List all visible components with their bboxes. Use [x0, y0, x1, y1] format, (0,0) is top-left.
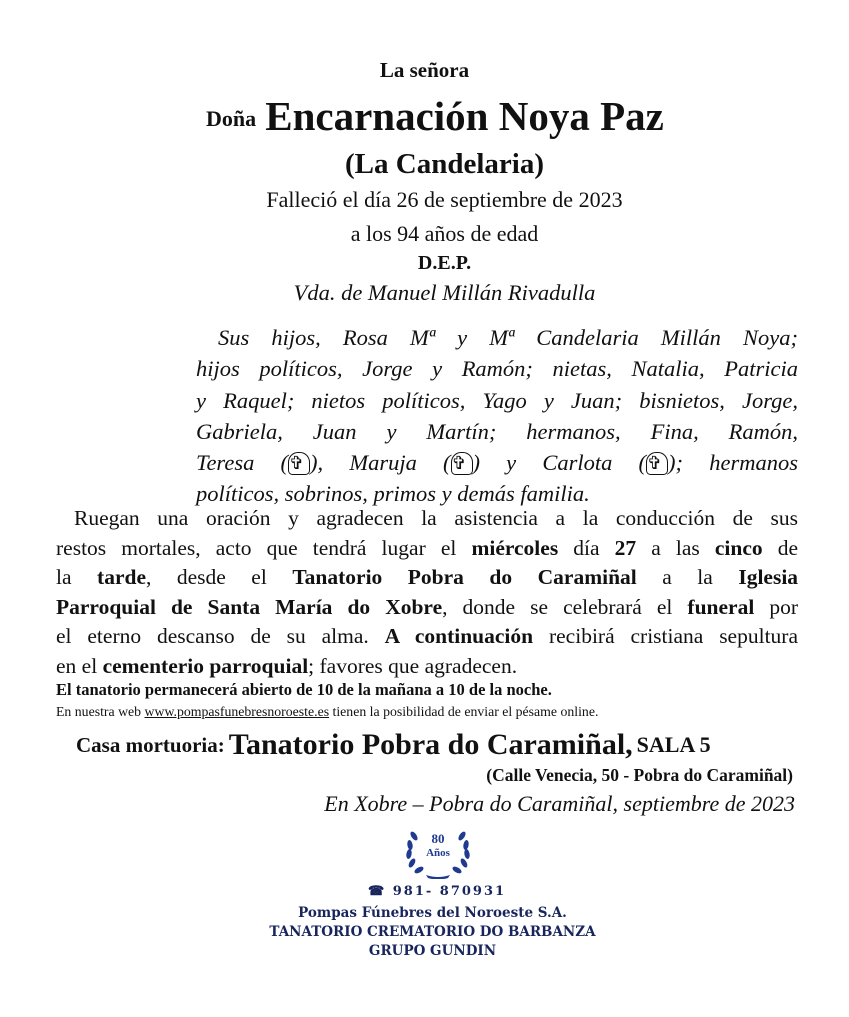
text-run: restos mortales, acto que tendrá lugar el	[56, 535, 457, 560]
continuation-word: A continuación	[384, 624, 534, 648]
venue-room: SALA 5	[636, 732, 711, 757]
text-run: de	[777, 535, 799, 560]
phone-icon: ☎	[368, 884, 387, 899]
family-line: Gabriela, Juan y Martín; hermanos, Fina, Ramón,	[196, 418, 798, 444]
phone-line	[368, 884, 506, 899]
text-run: por	[769, 594, 799, 619]
website-link[interactable]: www.pompasfunebresnoroeste.es	[144, 704, 330, 719]
funeral-period: tarde	[97, 565, 146, 589]
text-run: recibirá cristiana sepultura	[548, 624, 798, 648]
announcement-line	[56, 593, 798, 623]
company-name: Pompas Fúnebres del Noroeste S.A.	[298, 905, 567, 921]
announcement-line: Ruegan una oración y agradecen la asistencia a la conducción de sus	[74, 506, 798, 530]
sibling-teresa: Teresa	[196, 450, 255, 476]
funeral-word: funeral	[687, 594, 755, 619]
family-line: Sus hijos, Rosa Mª y Mª Candelaria Millán Noya;	[218, 325, 798, 350]
departure-place: Tanatorio Pobra do Caramiñal	[292, 565, 637, 589]
family-line: hijos políticos, Jorge y Ramón; nietas, Natalia, Patricia	[196, 356, 798, 382]
text-run: la	[56, 565, 72, 589]
cross-icon: ✞	[288, 452, 310, 475]
deceased-name: Encarnación Noya Paz	[265, 93, 664, 139]
widow-line: Vda. de Manuel Millán Rivadulla	[293, 280, 596, 305]
text-run: , desde el	[145, 565, 267, 589]
nickname: (La Candelaria)	[345, 148, 544, 180]
text-run: en el	[56, 653, 98, 678]
announcement-line	[56, 622, 798, 652]
logo-number: 80	[431, 831, 445, 846]
phone-number: 981- 870931	[392, 884, 507, 899]
text-run: a las	[651, 535, 700, 560]
funeral-time: cinco	[714, 535, 763, 560]
text-run: a la	[662, 565, 713, 589]
group-name: GRUPO GUNDIN	[368, 943, 497, 959]
venue-label: Casa mortuoria:	[76, 733, 225, 757]
deceased-title	[206, 92, 806, 140]
announcement-line	[56, 563, 798, 593]
church-name: Parroquial de Santa María do Xobre	[56, 594, 443, 619]
text-run: ; favores que agradecen.	[308, 653, 518, 678]
death-date: Falleció el día 26 de septiembre de 2023	[266, 187, 623, 212]
title-prefix: Doña	[206, 106, 257, 131]
cross-icon: ✞	[646, 452, 668, 475]
family-line: políticos, sobrinos, primos y demás familia.	[196, 481, 590, 507]
crematorium-name: TANATORIO CREMATORIO DO BARBANZA	[269, 924, 596, 940]
announcement-line	[56, 534, 798, 564]
family-line: y Raquel; nietos políticos, Yago y Juan; bisnietos, Jorge,	[196, 387, 798, 413]
funeral-day: miércoles	[471, 535, 559, 560]
in-laws-word: hermanos	[709, 450, 798, 476]
family-line: Teresa (✞ ), Maruja (✞ ) y Carlota (✞ ); hermanos	[196, 450, 798, 476]
sibling-maruja: Maruja	[349, 450, 417, 476]
rip-text: D.E.P.	[417, 252, 472, 274]
family-list	[196, 322, 798, 510]
sibling-carlota: y Carlota	[506, 450, 613, 476]
cemetery-name: cementerio parroquial	[102, 653, 309, 678]
funeral-date: 27	[614, 535, 637, 560]
place-date: En Xobre – Pobra do Caramiñal, septiembre de 2023	[324, 791, 795, 816]
funeral-announcement	[56, 504, 798, 681]
text-run: el eterno descanso de su alma.	[56, 624, 369, 648]
age-line: a los 94 años de edad	[350, 221, 539, 246]
venue-address: (Calle Venecia, 50 - Pobra do Caramiñal)	[486, 765, 793, 785]
text-run: , donde se celebrará el	[442, 594, 673, 619]
church-word: Iglesia	[738, 565, 799, 589]
announcement-line	[56, 652, 798, 682]
anniversary-logo	[400, 823, 476, 879]
web-notice	[56, 704, 598, 720]
web-text: En nuestra web	[56, 704, 142, 719]
web-text: tienen la posibilidad de enviar el pésame online.	[332, 704, 599, 719]
logo-word: Años	[426, 847, 450, 859]
text-run: día	[573, 535, 600, 560]
intro-text: La señora	[379, 58, 470, 82]
opening-hours: El tanatorio permanecerá abierto de 10 de la mañana a 10 de la noche.	[56, 680, 552, 699]
venue-line	[76, 728, 711, 762]
venue-name: Tanatorio Pobra do Caramiñal,	[228, 728, 633, 761]
cross-icon: ✞	[451, 452, 473, 475]
